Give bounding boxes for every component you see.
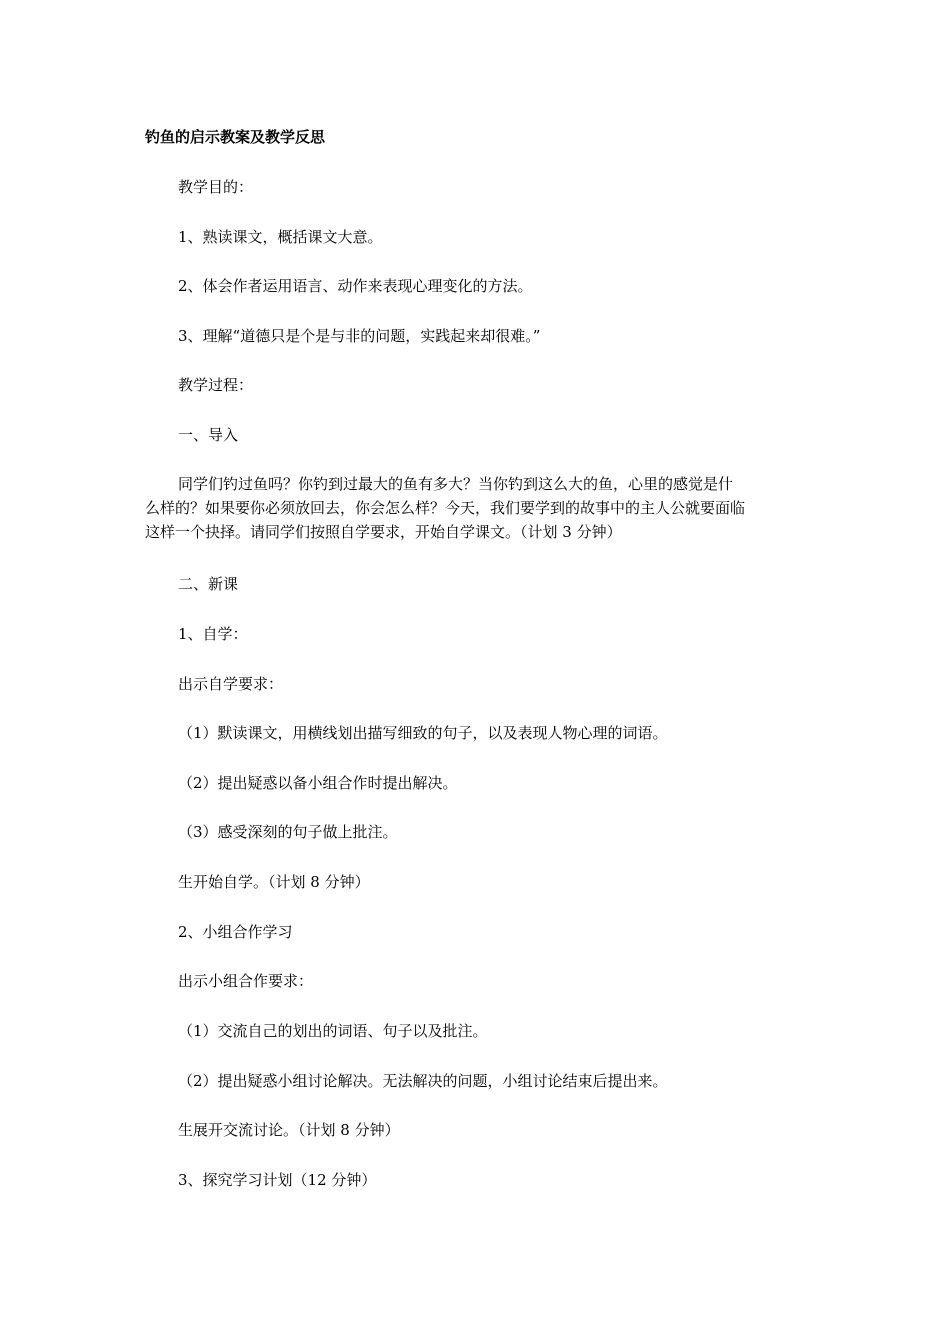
group-requirements-label: 出示小组合作要求： <box>178 972 314 990</box>
section-new-lesson-heading: 二、新课 <box>178 575 239 593</box>
intro-paragraph-line: 同学们钓过鱼吗？你钓到过最大的鱼有多大？当你钓到这么大的鱼，心里的感觉是什 <box>178 475 734 493</box>
intro-paragraph <box>145 472 807 544</box>
heading-goals: 教学目的： <box>178 178 254 196</box>
goal-item-2: 2、体会作者运用语言、动作来表现心理变化的方法。 <box>178 277 533 295</box>
section-intro-heading: 一、导入 <box>178 426 239 444</box>
self-study-requirement-2: （2）提出疑惑以备小组合作时提出解决。 <box>178 774 458 792</box>
intro-paragraph-line: 么样的？如果要你必须放回去，你会怎么样？今天，我们要学到的故事中的主人公就要面临 <box>145 499 746 517</box>
step-group-study: 2、小组合作学习 <box>178 923 293 941</box>
group-requirement-2: （2）提出疑惑小组讨论解决。无法解决的问题，小组讨论结束后提出来。 <box>178 1072 668 1090</box>
goal-item-3: 3、理解“道德只是个是与非的问题，实践起来却很难。” <box>178 327 541 345</box>
self-study-requirement-1: （1）默读课文，用横线划出描写细致的句子，以及表现人物心理的词语。 <box>178 724 668 742</box>
group-study-plan: 生展开交流讨论。（计划 8 分钟） <box>178 1121 400 1139</box>
step-self-study: 1、自学： <box>178 625 248 643</box>
group-requirement-1: （1）交流自己的划出的词语、句子以及批注。 <box>178 1022 488 1040</box>
self-study-plan: 生开始自学。（计划 8 分钟） <box>178 873 370 891</box>
goal-item-1: 1、熟读课文，概括课文大意。 <box>178 228 383 246</box>
document-title: 钓鱼的启示教案及教学反思 <box>145 128 326 146</box>
heading-process: 教学过程： <box>178 376 254 394</box>
self-study-requirement-3: （3）感受深刻的句子做上批注。 <box>178 823 398 841</box>
step-inquiry-plan: 3、探究学习计划（12 分钟） <box>178 1171 377 1189</box>
intro-paragraph-line: 这样一个抉择。请同学们按照自学要求，开始自学课文。（计划 3 分钟） <box>145 523 622 541</box>
self-study-requirements-label: 出示自学要求： <box>178 675 284 693</box>
